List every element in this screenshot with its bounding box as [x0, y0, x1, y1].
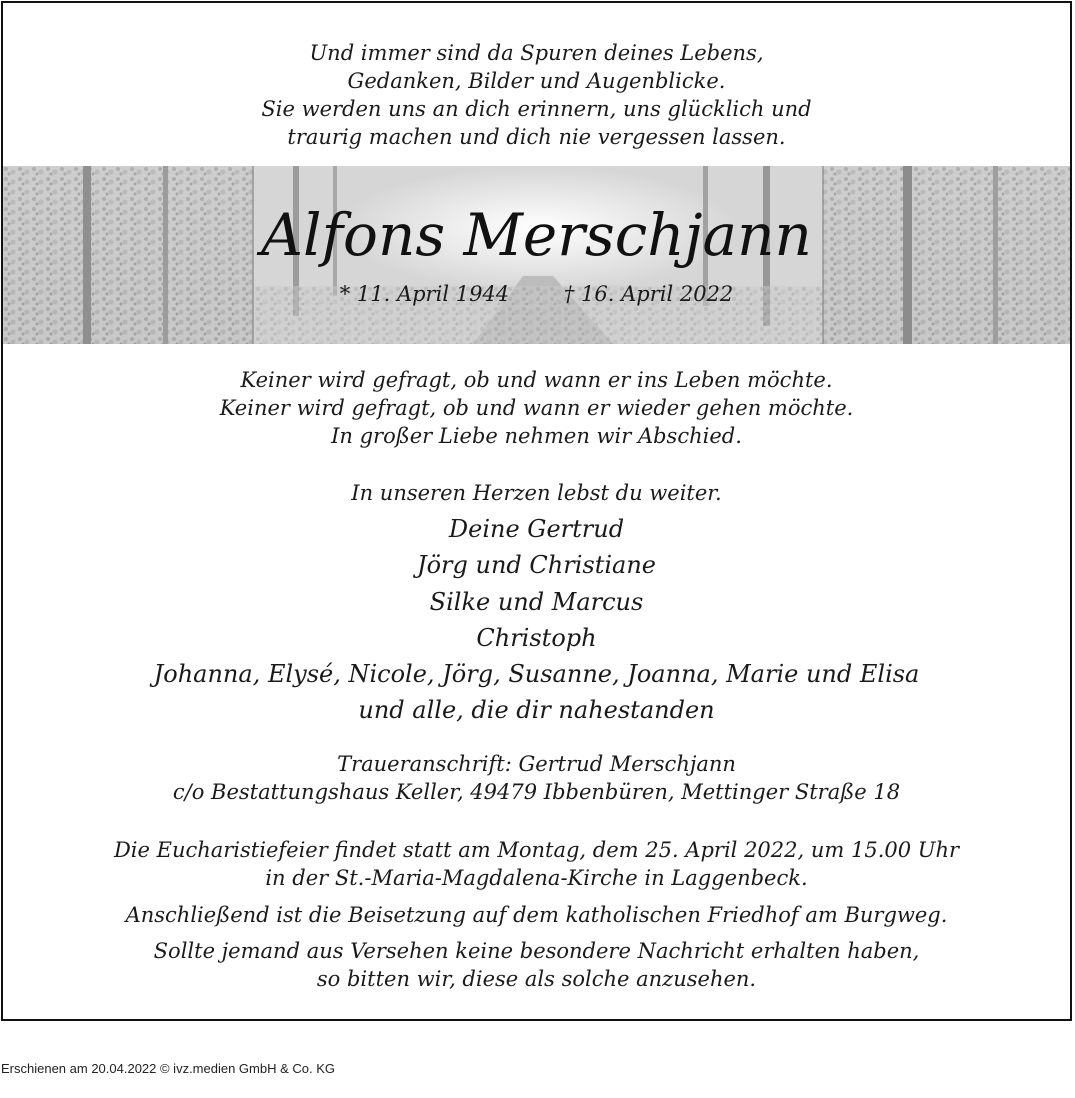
ceremony-info: [3, 836, 1070, 892]
poem-line: traurig machen und dich nie vergessen lassen.: [287, 125, 786, 149]
farewell-line: In großer Liebe nehmen wir Abschied.: [331, 424, 742, 448]
family-member: Silke und Marcus: [429, 587, 644, 616]
publication-footer: Erschienen am 20.04.2022 © ivz.medien GmbH & Co. KG: [1, 1061, 336, 1076]
family-member: Christoph: [476, 623, 597, 652]
farewell-line: Keiner wird gefragt, ob und wann er ins Leben möchte.: [240, 368, 833, 392]
poem-line: Sie werden uns an dich erinnern, uns glücklich und: [261, 97, 812, 121]
burial-info: Anschließend ist die Beisetzung auf dem katholischen Friedhof am Burgweg.: [125, 903, 948, 927]
family-member: Deine Gertrud: [448, 515, 625, 543]
notice-note: [3, 937, 1070, 993]
address-line: c/o Bestattungshaus Keller, 49479 Ibbenbüren, Mettinger Straße 18: [172, 780, 901, 804]
deceased-name: Alfons Merschjann: [261, 201, 812, 269]
address-line: Traueranschrift: Gertrud Merschjann: [337, 752, 736, 776]
family-list: [3, 511, 1070, 729]
farewell-text: [3, 366, 1070, 450]
poem: [3, 39, 1070, 151]
note-line: so bitten wir, diese als solche anzusehen.: [316, 967, 757, 991]
obituary-card: [1, 1, 1072, 1021]
life-dates: [3, 280, 1070, 308]
mourning-address: [3, 750, 1070, 806]
death-date: † 16. April 2022: [563, 282, 734, 306]
ceremony-line: Die Eucharistiefeier findet statt am Montag, dem 25. April 2022, um 15.00 Uhr: [113, 838, 960, 862]
poem-line: Gedanken, Bilder und Augenblicke.: [347, 69, 726, 93]
farewell-line: Keiner wird gefragt, ob und wann er wieder gehen möchte.: [219, 396, 854, 420]
poem-line: Und immer sind da Spuren deines Lebens,: [309, 41, 764, 65]
note-line: Sollte jemand aus Versehen keine besondere Nachricht erhalten haben,: [153, 939, 920, 963]
family-member: Jörg und Christiane: [416, 551, 656, 580]
family-member: Johanna, Elysé, Nicole, Jörg, Susanne, Joanna, Marie und Elisa: [153, 660, 920, 689]
ceremony-line: in der St.-Maria-Magdalena-Kirche in Laggenbeck.: [265, 866, 808, 890]
family-member: und alle, die dir nahestanden: [358, 696, 715, 725]
closing-line: In unseren Herzen lebst du weiter.: [351, 481, 722, 505]
birth-date: * 11. April 1944: [339, 282, 510, 306]
